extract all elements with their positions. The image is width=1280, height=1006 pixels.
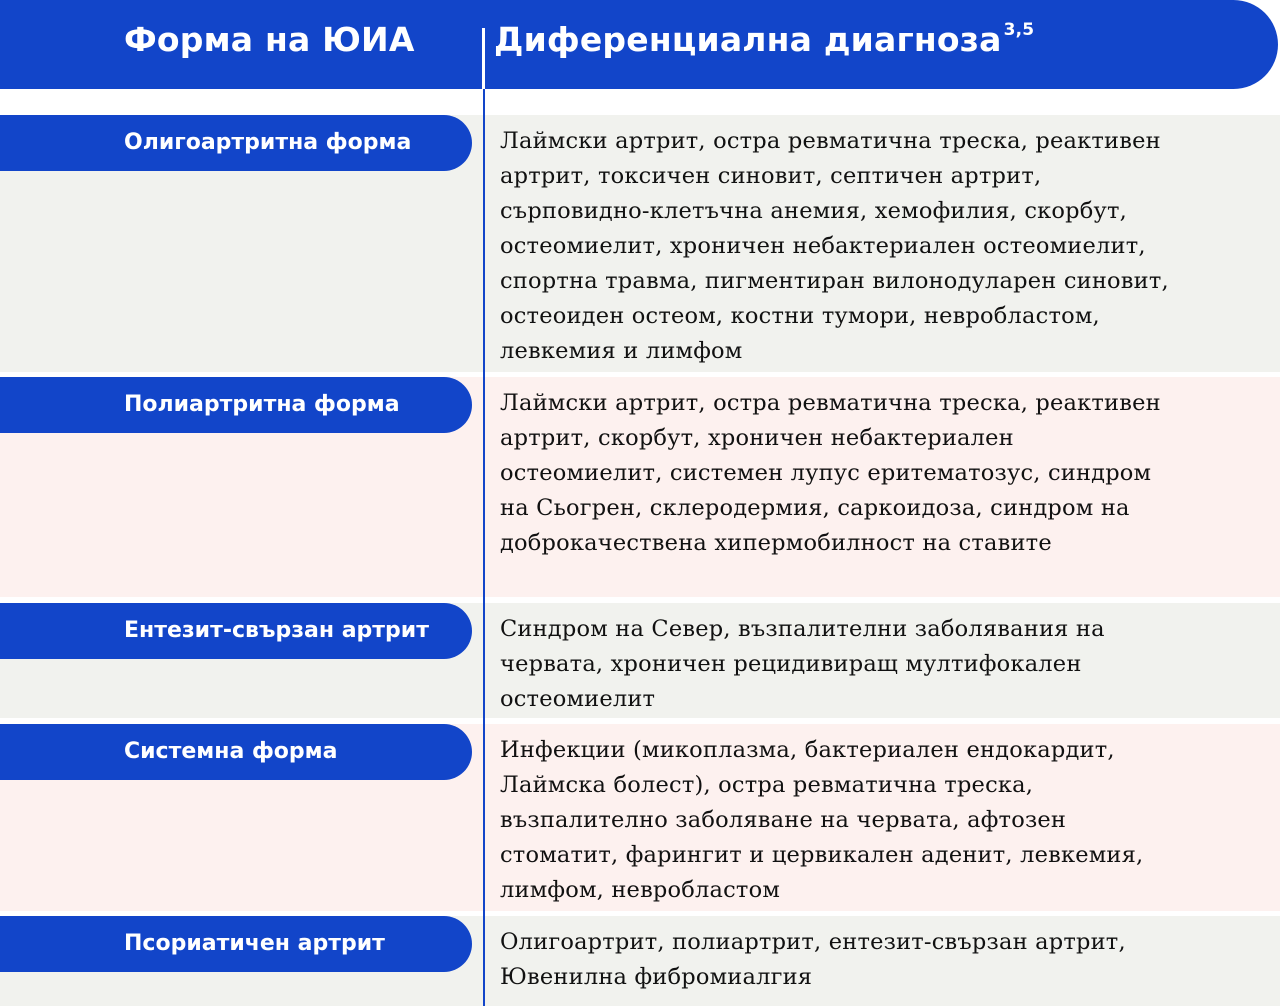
table-row-polyarthritis [0, 377, 1280, 597]
header-reference-superscript: 3,5 [1003, 20, 1035, 40]
table-row-oligoarthritis [0, 115, 1280, 372]
table-row-psoriatic [0, 916, 1280, 1006]
column-divider [483, 89, 485, 1006]
table-header [0, 0, 1278, 89]
header-form-title: Форма на ЮИА [124, 20, 415, 59]
form-label: Системна форма [0, 724, 472, 780]
header-divider [482, 28, 485, 89]
form-label: Олигоартритна форма [0, 115, 472, 171]
diagnosis-text: Лаймски артрит, остра ревматична треска, реактивен артрит, токсичен синовит, септичен артрит, сърповидно-клетъчна анемия, хемофилия, скорбут, остеомиелит, хроничен небактериален остеомиелит, спортна травма, пигментиран вилонодуларен синовит, остеоиден остеом, костни тумори, невробластом, левкемия и лимфом [500, 128, 1169, 364]
table-row-enthesitis [0, 603, 1280, 718]
diagnosis-text: Олигоартрит, полиартрит, ентезит-свързан артрит, Ювенилна фибромиалгия [500, 929, 1126, 990]
diagnosis-text: Инфекции (микоплазма, бактериален ендокардит, Лаймска болест), остра ревматична треска, възпалително заболяване на червата, афтозен стоматит, фарингит и цервикален аденит, левкемия, лимфом, невробластом [500, 737, 1144, 903]
table-row-systemic [0, 724, 1280, 911]
form-label: Полиартритна форма [0, 377, 472, 433]
header-diagnosis-title [494, 20, 1034, 59]
diagnosis-text: Лаймски артрит, остра ревматична треска, реактивен артрит, скорбут, хроничен небактериален остеомиелит, системен лупус еритематозус, синдром на Сьогрен, склеродермия, саркоидоза, синдром на доброкачествена хипермобилност на ставите [500, 390, 1161, 556]
header-diagnosis-text: Диференциална диагноза [494, 20, 1002, 59]
form-label: Ентезит-свързан артрит [0, 603, 472, 659]
diagnosis-text: Синдром на Север, възпалителни заболявания на червата, хроничен рецидивиращ мултифокален остеомиелит [500, 616, 1105, 712]
form-label: Псориатичен артрит [0, 916, 472, 972]
